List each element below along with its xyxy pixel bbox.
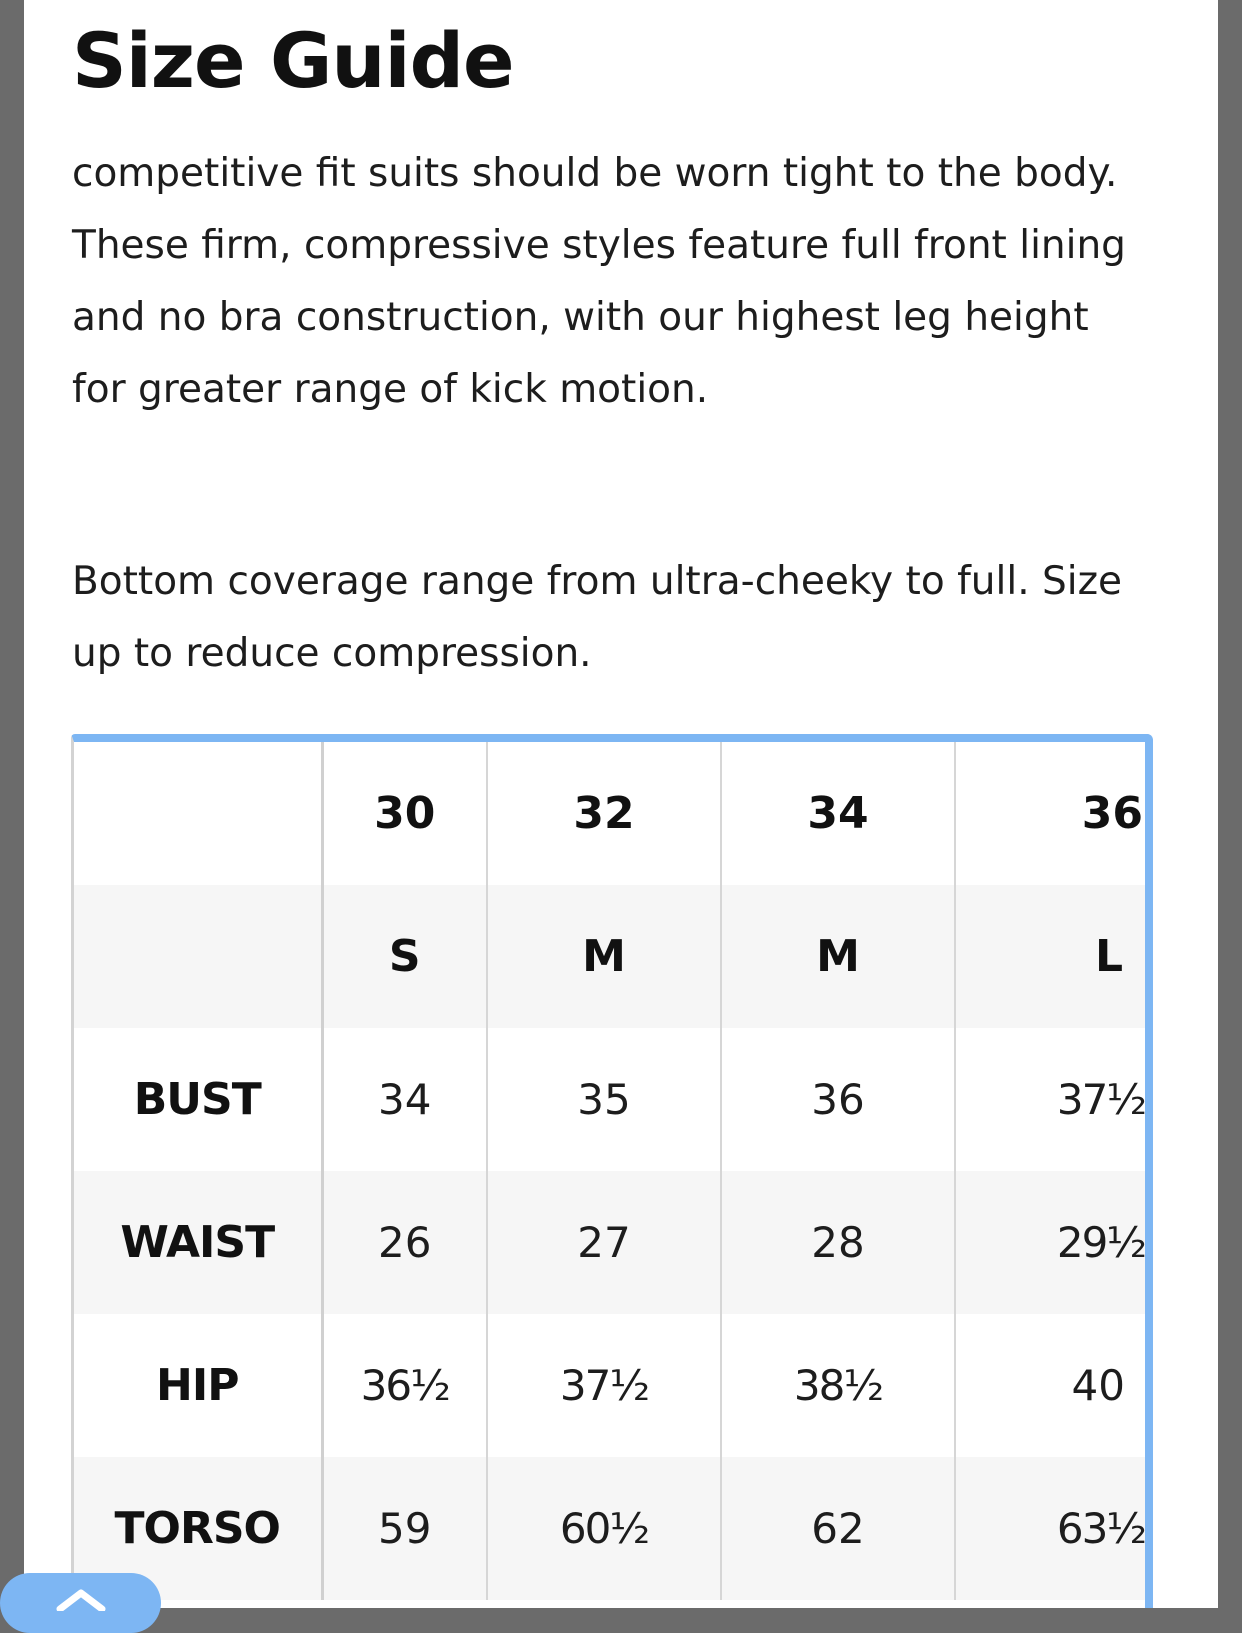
letter-size-header: S (322, 885, 487, 1028)
coverage-description: Bottom coverage range from ultra-cheeky to full. Size up to reduce compression. (72, 559, 1123, 676)
table-cell: 37½ (487, 1314, 721, 1457)
table-cell: 62 (721, 1457, 955, 1600)
table-cell: 38½ (721, 1314, 955, 1457)
band-size-row (74, 742, 1145, 885)
size-table-container[interactable] (71, 734, 1153, 1608)
table-row (74, 1171, 1145, 1314)
size-guide-panel (24, 0, 1218, 1608)
table-cell: 59 (322, 1457, 487, 1600)
table-cell: 63½ (955, 1457, 1145, 1600)
table-cell: 36½ (322, 1314, 487, 1457)
scroll-to-top-button[interactable] (0, 1573, 161, 1633)
page-title: Size Guide (72, 16, 514, 105)
row-label-bust: BUST (74, 1028, 322, 1171)
band-size-header: 32 (487, 742, 721, 885)
row-label-torso: TORSO (74, 1457, 322, 1600)
table-row (74, 1028, 1145, 1171)
letter-size-header: L (955, 885, 1145, 1028)
table-row (74, 1314, 1145, 1457)
empty-header-cell (74, 885, 322, 1028)
table-cell: 36 (721, 1028, 955, 1171)
table-cell: 34 (322, 1028, 487, 1171)
size-table (74, 742, 1145, 1600)
letter-size-header: M (487, 885, 721, 1028)
empty-header-cell (74, 742, 322, 885)
table-cell: 26 (322, 1171, 487, 1314)
row-label-waist: WAIST (74, 1171, 322, 1314)
table-cell: 60½ (487, 1457, 721, 1600)
letter-size-row (74, 885, 1145, 1028)
letter-size-header: M (721, 885, 955, 1028)
chevron-up-icon (56, 1587, 106, 1611)
table-cell: 37½ (1056, 1075, 1145, 1124)
band-size-header: 36 (1081, 788, 1143, 839)
band-size-header: 30 (322, 742, 487, 885)
row-label-hip: HIP (74, 1314, 322, 1457)
fit-description: competitive fit suits should be worn tight to the body. These firm, compressive styles feature full front lining and no bra construction, with our highest leg height for greater range of kick motion. (72, 151, 1126, 412)
table-cell: 40 (1071, 1361, 1125, 1410)
band-size-header: 34 (721, 742, 955, 885)
table-cell: 28 (721, 1171, 955, 1314)
table-cell: 35 (487, 1028, 721, 1171)
table-row (74, 1457, 1145, 1600)
table-cell: 27 (487, 1171, 721, 1314)
table-cell: 29½ (955, 1171, 1145, 1314)
